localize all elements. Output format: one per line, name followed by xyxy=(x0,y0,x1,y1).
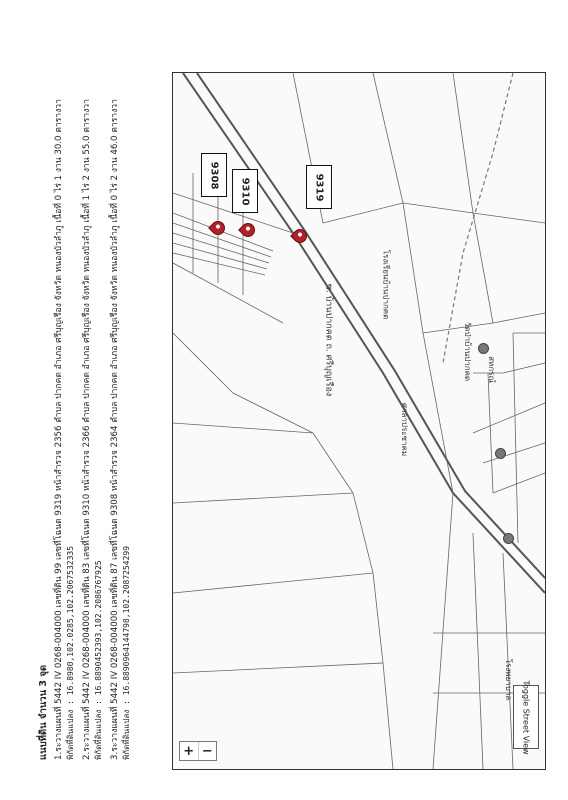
map-poi-icon[interactable] xyxy=(503,533,514,544)
plot-label-9310: 9310 xyxy=(232,169,258,213)
zoom-in-button[interactable]: + xyxy=(180,742,199,760)
land-entry-1 xyxy=(53,60,77,760)
land-entry-3-coords: พิกัดที่ดินแปลง : 16.8890964144798,102.2087254299 xyxy=(122,545,131,760)
plot-label-9308: 9308 xyxy=(201,153,227,197)
land-entry-2 xyxy=(81,60,105,760)
place-label-temple: วัดป่าบ้านปากคด xyxy=(463,321,473,382)
map-poi-icon[interactable] xyxy=(478,343,489,354)
road-label: ซ. บ้านปากคด ถ. ศรีบุญเรือง xyxy=(323,283,334,397)
street-view-button[interactable]: Toggle Street View xyxy=(513,685,539,749)
place-label-hall: ศาลาประชาคม xyxy=(400,402,410,457)
place-label-coop: สหกรณ์ xyxy=(486,356,496,383)
land-entry-2-line: 2.ระวางแผนที่ 5442 IV 0268-004000 เลขที่ดิน 83 เลขที่โฉนด 9310 หน้าสำรวจ 2366 ตำบล ปากคด อำเภอ ศรีบุญเรือง จังหวัด หนองบัวลำภู เนื้อที่ 1 ไร่ 2 งาน 55.0 ตารางวา xyxy=(82,99,92,760)
land-entry-2-coords: พิกัดที่ดินแปลง : 16.8890452393,102.2086767925 xyxy=(94,560,103,760)
land-entry-3-line: 3.ระวางแผนที่ 5442 IV 0268-004000 เลขที่ดิน 87 เลขที่โฉนด 9308 หน้าสำรวจ 2364 ตำบล ปากคด อำเภอ ศรีบุญเรือง จังหวัด หนองบัวลำภู เนื้อที่ 0 ไร่ 2 งาน 46.0 ตารางวา xyxy=(110,99,120,760)
land-entry-1-line: 1.ระวางแผนที่ 5442 IV 0268-004000 เลขที่ดิน 99 เลขที่โฉนด 9319 หน้าสำรวจ 2356 ตำบล ปากคด อำเภอ ศรีบุญเรือง จังหวัด หนองบัวลำภู เนื้อที่ 0 ไร่ 1 งาน 30.0 ตารางวา xyxy=(54,99,64,760)
zoom-out-button[interactable]: − xyxy=(201,743,213,759)
document-heading: แนบที่ดิน จำนวน 3 จุด xyxy=(38,664,49,760)
land-entry-3 xyxy=(109,60,133,760)
document-text xyxy=(38,60,158,760)
cadastral-map[interactable] xyxy=(172,72,546,770)
place-label-hospital: โรงพยาบาล xyxy=(504,658,514,701)
zoom-control xyxy=(179,741,217,761)
land-entry-1-coords: พิกัดที่ดินแปลง : 16.8980,102.0285,102.2067532335 xyxy=(66,545,75,760)
place-label-school: โรงเรียนบ้านปากคด xyxy=(381,249,391,320)
plot-label-9319: 9319 xyxy=(306,165,332,209)
parcel-lines xyxy=(173,73,545,769)
map-poi-icon[interactable] xyxy=(495,448,506,459)
